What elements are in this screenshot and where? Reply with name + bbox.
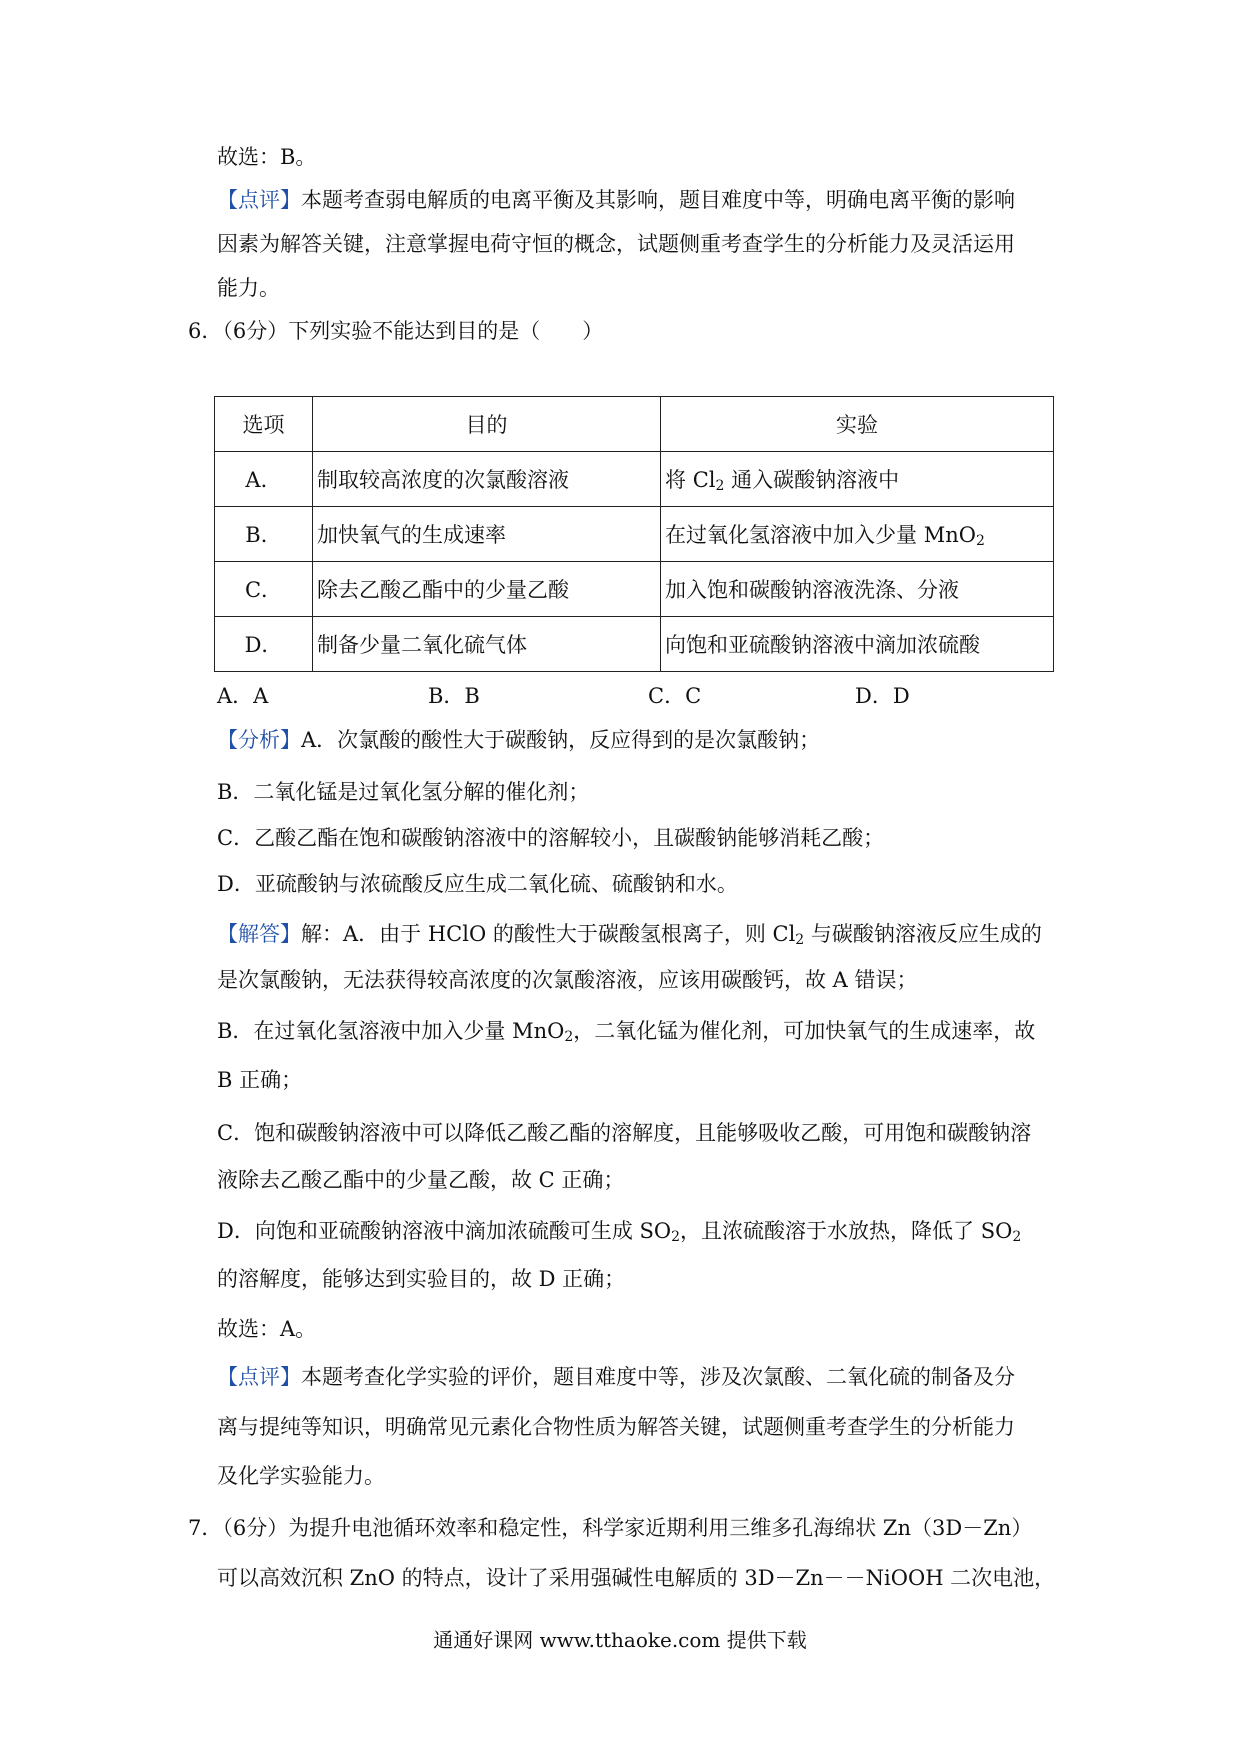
solution-b-line-2: B 正确； <box>217 1068 303 1092</box>
row-experiment: 加入饱和碳酸钠溶液洗涤、分液 <box>661 562 1054 617</box>
solution-c-line-1: C．饱和碳酸钠溶液中可以降低乙酸乙酯的溶解度，且能够吸收乙酸，可用饱和碳酸钠溶 <box>217 1121 1032 1145</box>
row-experiment: 向饱和亚硫酸钠溶液中滴加浓硫酸 <box>661 617 1054 672</box>
solution-d-line-2: 的溶解度，能够达到实验目的，故 D 正确； <box>217 1267 626 1291</box>
row-goal: 除去乙酸乙酯中的少量乙酸 <box>313 562 661 617</box>
table-header-row <box>215 397 1054 452</box>
header-option: 选项 <box>215 397 313 452</box>
q6-comment-line-3: 及化学实验能力。 <box>217 1464 385 1488</box>
page-footer: 通通好课网 www.tthaoke.com 提供下载 <box>433 1628 807 1652</box>
solution-a-line-2: 是次氯酸钠，无法获得较高浓度的次氯酸溶液，应该用碳酸钙，故 A 错误； <box>217 968 918 992</box>
q6-comment-line-1: 【点评】本题考查化学实验的评价，题目难度中等，涉及次氯酸、二氧化硫的制备及分 <box>217 1365 1015 1389</box>
solution-tag: 【解答】 <box>217 922 301 946</box>
row-goal: 制取较高浓度的次氯酸溶液 <box>313 452 661 507</box>
solution-b-line-1: B．在过氧化氢溶液中加入少量 MnO$_2$，二氧化锰为催化剂，可加快氧气的生成速率，故 <box>217 1019 1036 1045</box>
row-experiment: 将 $Cl_2$ 通入碳酸钠溶液中 <box>661 452 1054 507</box>
row-goal: 制备少量二氧化硫气体 <box>313 617 661 672</box>
row-experiment: 在过氧化氢溶液中加入少量 MnO$_2$ <box>661 507 1054 562</box>
table-row <box>215 562 1054 617</box>
row-option: A． <box>215 452 313 507</box>
prev-answer: 故选：B。 <box>217 145 317 169</box>
q6-stem: 6．（6分）下列实验不能达到目的是（ ） <box>188 319 604 343</box>
q7-stem-line-1: 7．（6分）为提升电池循环效率和稳定性，科学家近期利用三维多孔海绵状 Zn（3D－Zn） <box>188 1516 1033 1540</box>
header-experiment: 实验 <box>661 397 1054 452</box>
comment-tag: 【点评】 <box>217 188 301 212</box>
solution-c-line-2: 液除去乙酸乙酯中的少量乙酸，故 C 正确； <box>217 1168 625 1192</box>
choice-c: C．C <box>648 684 702 708</box>
q6-answer: 故选：A。 <box>217 1317 317 1341</box>
table-row <box>215 617 1054 672</box>
analysis-a: 【分析】A．次氯酸的酸性大于碳酸钠，反应得到的是次氯酸钠； <box>217 728 821 752</box>
choice-a: A．A <box>217 684 269 708</box>
prev-comment-line-2: 因素为解答关键，注意掌握电荷守恒的概念，试题侧重考查学生的分析能力及灵活运用 <box>217 232 1015 256</box>
table-row <box>215 507 1054 562</box>
analysis-b: B．二氧化锰是过氧化氢分解的催化剂； <box>217 780 590 804</box>
choice-d: D．D <box>855 684 910 708</box>
q7-stem-line-2: 可以高效沉积 ZnO 的特点，设计了采用强碱性电解质的 3D－Zn－－NiOOH 二次电池， <box>217 1566 1056 1590</box>
analysis-d: D．亚硫酸钠与浓硫酸反应生成二氧化硫、硫酸钠和水。 <box>217 872 738 896</box>
prev-comment-line-3: 能力。 <box>217 276 280 300</box>
q6-comment-line-2: 离与提纯等知识，明确常见元素化合物性质为解答关键，试题侧重考查学生的分析能力 <box>217 1415 1015 1439</box>
solution-d-line-1: D．向饱和亚硫酸钠溶液中滴加浓硫酸可生成 $SO_2$，且浓硫酸溶于水放热，降低了 $SO_2$ <box>217 1219 1022 1245</box>
experiment-table <box>214 396 1054 672</box>
choice-b: B．B <box>428 684 480 708</box>
analysis-tag: 【分析】 <box>217 728 301 752</box>
header-goal: 目的 <box>313 397 661 452</box>
row-option: D． <box>215 617 313 672</box>
row-goal: 加快氧气的生成速率 <box>313 507 661 562</box>
comment-tag: 【点评】 <box>217 1365 301 1389</box>
row-option: B． <box>215 507 313 562</box>
table-row <box>215 452 1054 507</box>
solution-a-line-1: 【解答】解：A．由于 HClO 的酸性大于碳酸氢根离子，则 $Cl_2$ 与碳酸钠溶液反应生成的 <box>217 922 1042 948</box>
analysis-c: C．乙酸乙酯在饱和碳酸钠溶液中的溶解较小，且碳酸钠能够消耗乙酸； <box>217 826 885 850</box>
row-option: C． <box>215 562 313 617</box>
prev-comment-line-1: 【点评】本题考查弱电解质的电离平衡及其影响，题目难度中等，明确电离平衡的影响 <box>217 188 1015 212</box>
